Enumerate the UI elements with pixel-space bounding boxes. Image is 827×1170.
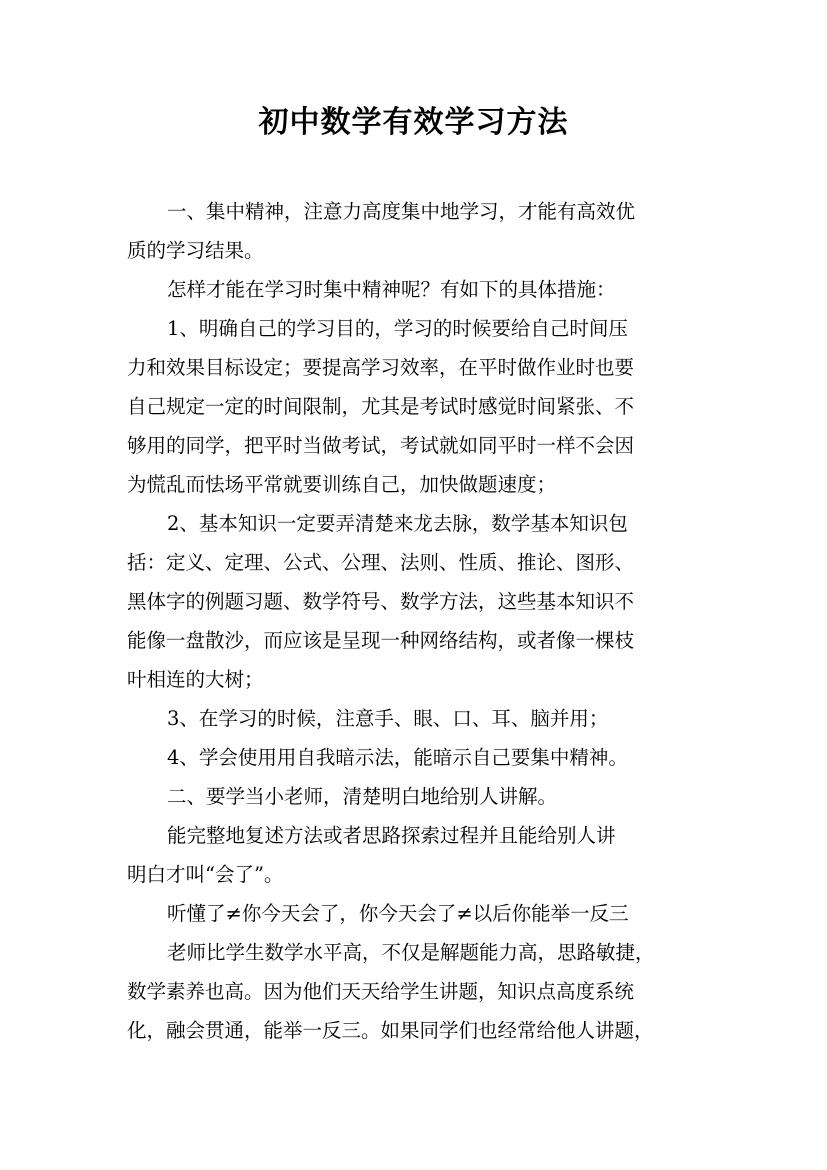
paragraph-line: 怎样才能在学习时集中精神呢？有如下的具体措施： bbox=[167, 278, 616, 301]
paragraph-line: 化，融会贯通，能举一反三。如果同学们也经常给他人讲题， bbox=[127, 1019, 654, 1042]
paragraph-line: 为慌乱而怯场平常就要训练自己，加快做题速度； bbox=[127, 473, 557, 496]
document-title: 初中数学有效学习方法 bbox=[258, 105, 569, 140]
paragraph-line: 听懂了≠你今天会了，你今天会了≠以后你能举一反三 bbox=[167, 902, 629, 925]
paragraph-line: 明白才叫“会了”。 bbox=[127, 863, 284, 886]
paragraph-line: 二、要学当小老师，清楚明白地给别人讲解。 bbox=[167, 785, 558, 808]
paragraph-line: 4、学会使用用自我暗示法，能暗示自己要集中精神。 bbox=[167, 746, 628, 769]
paragraph-line: 能像一盘散沙，而应该是呈现一种网络结构，或者像一棵枝 bbox=[127, 629, 635, 652]
paragraph-line: 括：定义、定理、公式、公理、法则、性质、推论、图形、 bbox=[127, 551, 635, 574]
paragraph-line: 黑体字的例题习题、数学符号、数学方法，这些基本知识不 bbox=[127, 590, 635, 613]
paragraph-line: 够用的同学，把平时当做考试，考试就如同平时一样不会因 bbox=[127, 434, 635, 457]
paragraph-line: 数学素养也高。因为他们天天给学生讲题，知识点高度系统 bbox=[127, 980, 635, 1003]
paragraph-line: 能完整地复述方法或者思路探索过程并且能给别人讲 bbox=[167, 824, 616, 847]
paragraph-line: 力和效果目标设定；要提高学习效率，在平时做作业时也要 bbox=[127, 356, 635, 379]
paragraph-line: 2、基本知识一定要弄清楚来龙去脉，数学基本知识包 bbox=[167, 512, 628, 535]
paragraph-line: 叶相连的大树； bbox=[127, 668, 264, 691]
paragraph-line: 老师比学生数学水平高，不仅是解题能力高，思路敏捷， bbox=[167, 941, 655, 964]
paragraph-line: 自己规定一定的时间限制，尤其是考试时感觉时间紧张、不 bbox=[127, 395, 635, 418]
paragraph-line: 质的学习结果。 bbox=[127, 239, 264, 262]
paragraph-line: 3、在学习的时候，注意手、眼、口、耳、脑并用； bbox=[167, 707, 609, 730]
paragraph-line: 1、明确自己的学习目的，学习的时候要给自己时间压 bbox=[167, 317, 628, 340]
paragraph-line: 一、集中精神，注意力高度集中地学习，才能有高效优 bbox=[167, 200, 636, 223]
